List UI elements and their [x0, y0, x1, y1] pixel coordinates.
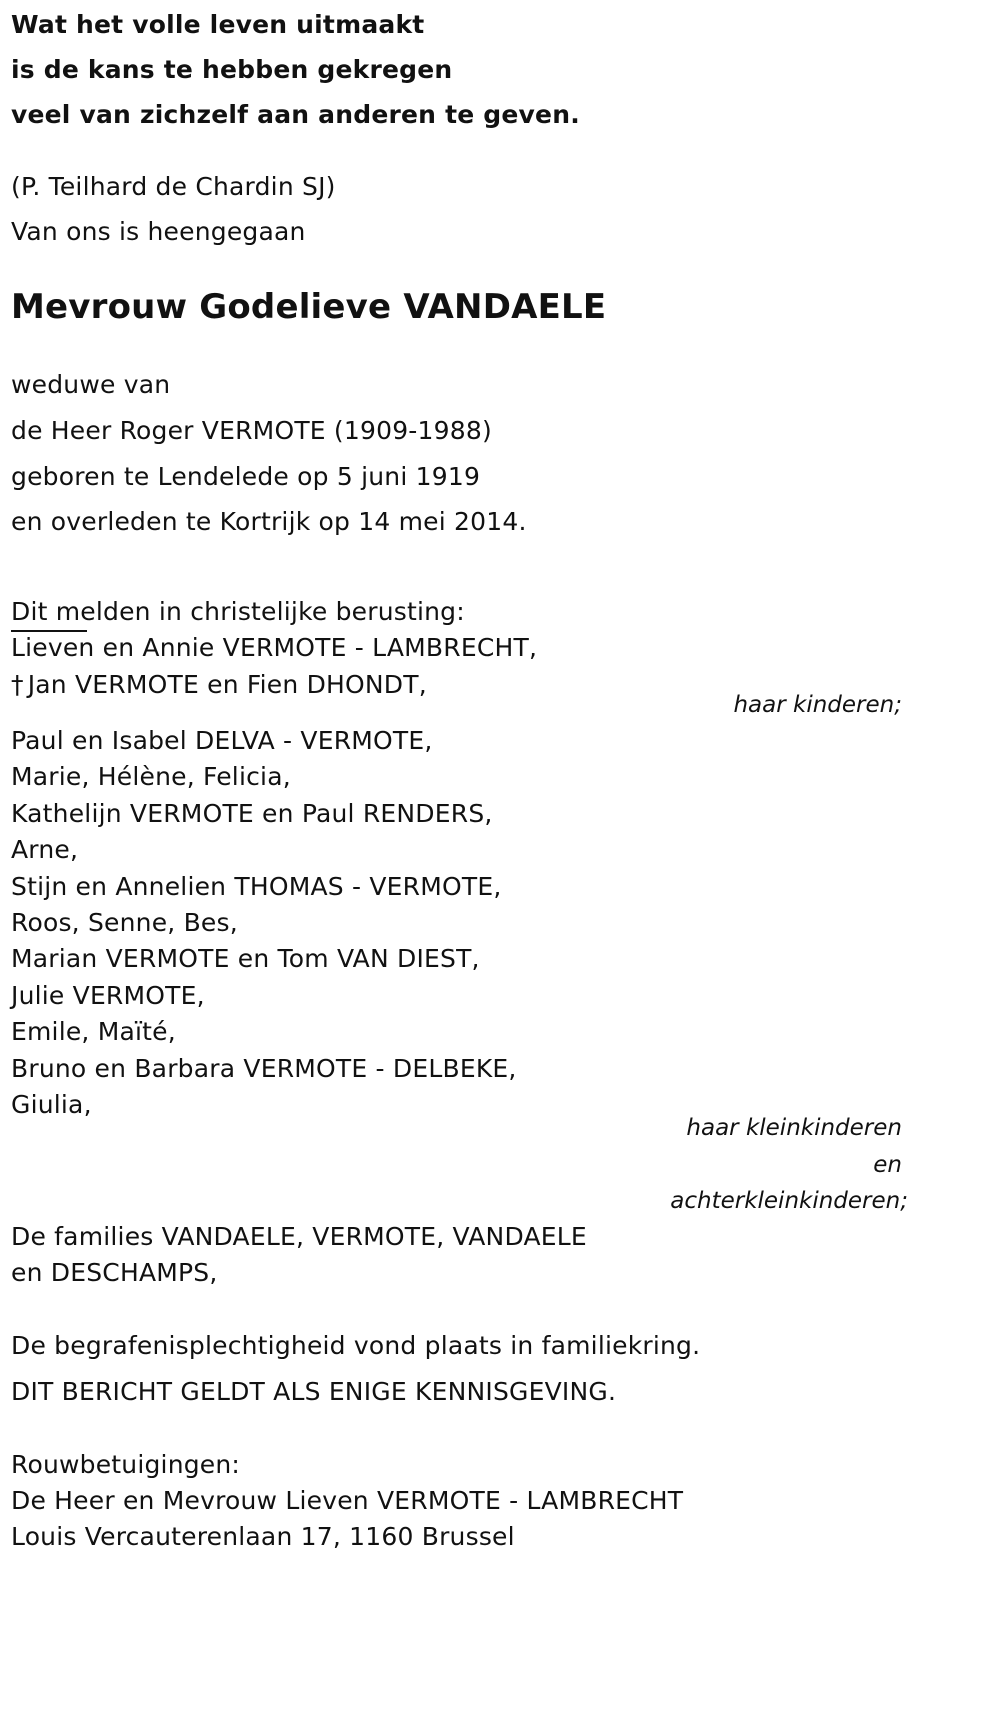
- cross-icon: †: [11, 670, 24, 699]
- grandchildren-line: Stijn en Annelien THOMAS - VERMOTE,: [11, 872, 502, 901]
- grandchildren-line: Kathelijn VERMOTE en Paul RENDERS,: [11, 799, 493, 828]
- quote-line-1: Wat het volle leven uitmaakt: [11, 10, 425, 39]
- separator-rule: [11, 630, 87, 632]
- grandchildren-line: Bruno en Barbara VERMOTE - DELBEKE,: [11, 1054, 517, 1083]
- condolences-name: De Heer en Mevrouw Lieven VERMOTE - LAMBRECHT: [11, 1486, 684, 1515]
- intro-text: Van ons is heengegaan: [11, 217, 306, 246]
- grandchildren-line: Giulia,: [11, 1090, 92, 1119]
- families-line-2: en DESCHAMPS,: [11, 1258, 218, 1287]
- grandchildren-label-1: haar kleinkinderen: [686, 1115, 902, 1141]
- grandchildren-line: Marie, Hélène, Felicia,: [11, 762, 291, 791]
- grandchildren-line: Paul en Isabel DELVA - VERMOTE,: [11, 726, 433, 755]
- grandchildren-line: Marian VERMOTE en Tom VAN DIEST,: [11, 944, 480, 973]
- announce-intro: Dit melden in christelijke berusting:: [11, 597, 465, 626]
- children-line-2-text: Jan VERMOTE en Fien DHONDT,: [27, 670, 427, 699]
- grandchildren-line: Roos, Senne, Bes,: [11, 908, 238, 937]
- condolences-address: Louis Vercauterenlaan 17, 1160 Brussel: [11, 1522, 515, 1551]
- children-line-1: Lieven en Annie VERMOTE - LAMBRECHT,: [11, 633, 538, 662]
- detail-line-1: weduwe van: [11, 370, 171, 399]
- grandchildren-label-3: achterkleinkinderen;: [670, 1188, 908, 1214]
- children-label: haar kinderen;: [733, 692, 902, 718]
- detail-line-2: de Heer Roger VERMOTE (1909-1988): [11, 416, 492, 445]
- detail-line-4: en overleden te Kortrijk op 14 mei 2014.: [11, 507, 527, 536]
- grandchildren-line: Arne,: [11, 835, 79, 864]
- grandchildren-line: Emile, Maïté,: [11, 1017, 176, 1046]
- funeral-text: De begrafenisplechtigheid vond plaats in familiekring.: [11, 1331, 701, 1360]
- families-line-1: De families VANDAELE, VERMOTE, VANDAELE: [11, 1222, 587, 1251]
- detail-line-3: geboren te Lendelede op 5 juni 1919: [11, 462, 481, 491]
- grandchildren-label-2: en: [873, 1152, 902, 1178]
- condolences-label: Rouwbetuigingen:: [11, 1450, 241, 1479]
- notice-text: DIT BERICHT GELDT ALS ENIGE KENNISGEVING.: [11, 1377, 617, 1406]
- grandchildren-line: Julie VERMOTE,: [11, 981, 205, 1010]
- quote-line-3: veel van zichzelf aan anderen te geven.: [11, 100, 580, 129]
- deceased-name: Mevrouw Godelieve VANDAELE: [11, 287, 607, 327]
- children-line-2: [11, 670, 427, 700]
- quote-line-2: is de kans te hebben gekregen: [11, 55, 453, 84]
- quote-author: (P. Teilhard de Chardin SJ): [11, 172, 336, 201]
